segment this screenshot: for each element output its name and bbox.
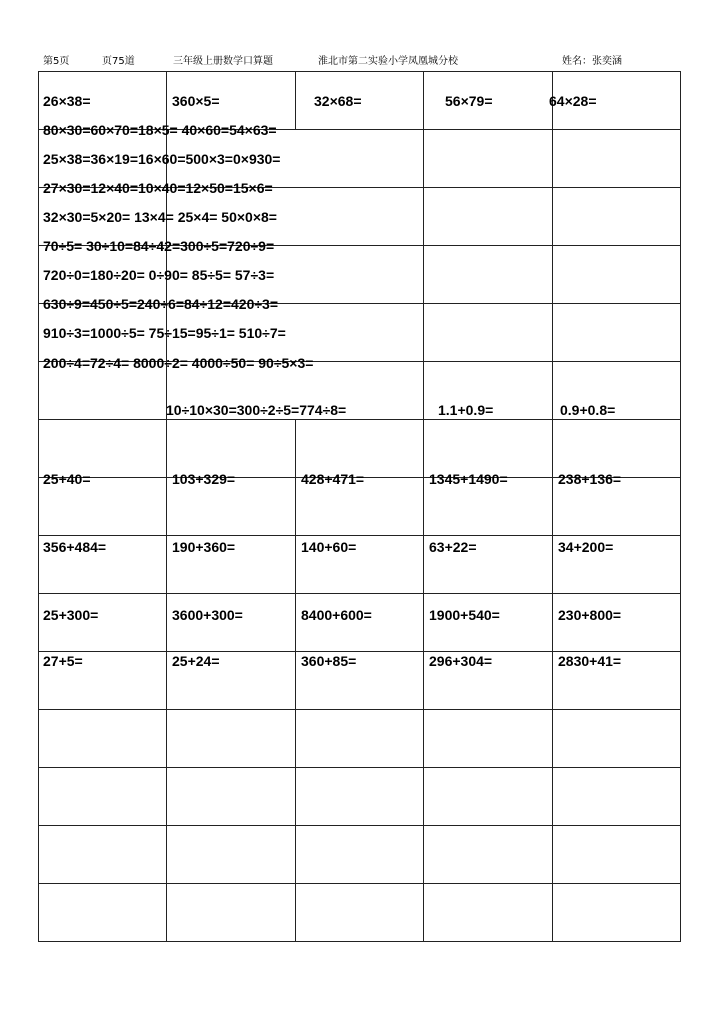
math-problem: 1900+540= xyxy=(429,607,500,623)
math-problem: 25+24= xyxy=(172,653,220,669)
math-problem: 190+360= xyxy=(172,539,236,555)
worksheet-grid xyxy=(38,71,681,942)
grid-line xyxy=(38,883,681,884)
grid-line xyxy=(166,71,167,942)
grid-line xyxy=(38,593,681,594)
math-problem: 3600+300= xyxy=(172,607,243,623)
math-problem-line: 25×38=36×19=16×60=500×3=0×930= xyxy=(43,151,281,167)
math-problem: 32×68= xyxy=(314,93,362,109)
grid-line xyxy=(552,71,553,942)
page-header xyxy=(0,52,720,72)
math-problem-line: 200÷4=72÷4= 8000÷2= 4000÷50= 90÷5×3= xyxy=(43,355,314,371)
grid-line xyxy=(38,709,681,710)
math-problem: 27+5= xyxy=(43,653,83,669)
math-problem-line: 32×30=5×20= 13×4= 25×4= 50×0×8= xyxy=(43,209,277,225)
grid-line xyxy=(423,71,424,942)
grid-line xyxy=(295,419,296,942)
worksheet-title: 三年级上册数学口算题 xyxy=(173,56,273,67)
math-problem: 34+200= xyxy=(558,539,614,555)
math-problem: 63+22= xyxy=(429,539,477,555)
math-problem-line: 27×30=12×40=10×40=12×50=15×6= xyxy=(43,180,273,196)
math-problem: 1345+1490= xyxy=(429,471,508,487)
grid-line xyxy=(38,767,681,768)
grid-line xyxy=(38,71,39,942)
school-name: 淮北市第二实验小学凤凰城分校 xyxy=(318,56,458,67)
grid-line xyxy=(38,535,681,536)
math-problem: 2830+41= xyxy=(558,653,622,669)
math-problem: 356+484= xyxy=(43,539,107,555)
math-problem: 428+471= xyxy=(301,471,365,487)
math-problem: 360+85= xyxy=(301,653,357,669)
math-problem: 26×38= xyxy=(43,93,91,109)
math-problem-line: 910÷3=1000÷5= 75÷15=95÷1= 510÷7= xyxy=(43,325,286,341)
math-problem: 140+60= xyxy=(301,539,357,555)
math-problem-line: 630÷9=450÷5=240÷6=84÷12=420÷3= xyxy=(43,296,279,312)
grid-line xyxy=(295,71,296,129)
grid-line xyxy=(38,651,681,652)
math-problem-line: 10÷10×30=300÷2÷5=774÷8= xyxy=(166,402,347,418)
grid-line xyxy=(38,941,681,942)
math-problem-line: 70÷5= 30÷10=84÷42=300÷5=720÷9= xyxy=(43,238,275,254)
problem-count: 页75道 xyxy=(102,56,135,67)
page-number: 第5页 xyxy=(43,56,70,67)
math-problem: 56×79= xyxy=(445,93,493,109)
grid-line xyxy=(38,71,681,72)
math-problem-line: 80×30=60×70=18×5= 40×60=54×63= xyxy=(43,122,277,138)
math-problem-line: 720÷0=180÷20= 0÷90= 85÷5= 57÷3= xyxy=(43,267,275,283)
grid-line xyxy=(680,71,681,942)
math-problem: 296+304= xyxy=(429,653,493,669)
math-problem: 0.9+0.8= xyxy=(560,402,616,418)
math-problem: 8400+600= xyxy=(301,607,372,623)
math-problem: 25+300= xyxy=(43,607,99,623)
math-problem: 360×5= xyxy=(172,93,220,109)
math-problem: 230+800= xyxy=(558,607,622,623)
grid-line xyxy=(38,825,681,826)
math-problem: 238+136= xyxy=(558,471,622,487)
student-name: 姓名：张奕涵 xyxy=(562,56,622,67)
math-problem: 25+40= xyxy=(43,471,91,487)
grid-line xyxy=(38,419,681,420)
math-problem: 1.1+0.9= xyxy=(438,402,494,418)
math-problem: 103+329= xyxy=(172,471,236,487)
math-problem: 64×28= xyxy=(549,93,597,109)
